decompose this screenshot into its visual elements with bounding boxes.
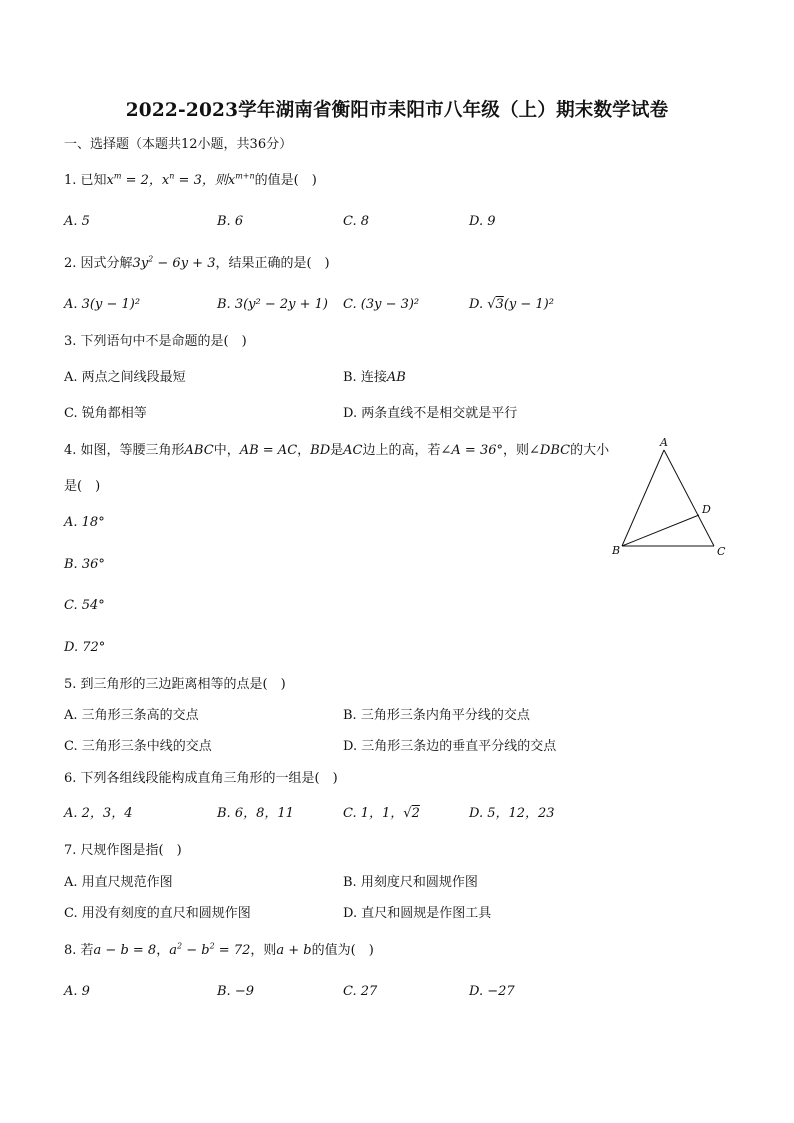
- question-3-stem: 3. 下列语句中不是命题的是( ): [64, 334, 247, 349]
- q2-math: 3y: [132, 256, 149, 271]
- label-d: D: [702, 503, 711, 516]
- q2-exponent: 2: [148, 254, 154, 264]
- q6-option-c: [343, 805, 420, 823]
- q4-option-c: C. 54°: [64, 598, 105, 613]
- q3-option-b-math: AB: [386, 370, 406, 385]
- q7-option-d: D. 直尺和圆规是作图工具: [343, 906, 492, 921]
- side-ac: [664, 450, 714, 546]
- q2-option-b: B. 3(y² − 2y + 1): [217, 297, 328, 312]
- q4-math: BD: [310, 443, 331, 458]
- q1-math: x: [106, 173, 114, 188]
- q1-exponent: m: [113, 171, 122, 181]
- question-4-stem-line2: 是( ): [64, 479, 101, 494]
- q5-option-d: D. 三角形三条边的垂直平分线的交点: [343, 739, 557, 754]
- q4-text: 的大小: [570, 443, 610, 458]
- q5-option-a: A. 三角形三条高的交点: [64, 708, 199, 723]
- q1-exponent: m+n: [235, 171, 255, 181]
- q4-option-a: A. 18°: [64, 515, 105, 530]
- q8-math: a + b: [276, 943, 312, 958]
- label-c: C: [717, 545, 726, 558]
- q2-prefix: 2. 因式分解: [64, 256, 133, 271]
- q3-option-b: [343, 369, 406, 387]
- q1-option-b: B. 6: [217, 214, 244, 229]
- q6-option-d: D. 5，12，23: [469, 806, 555, 821]
- q7-option-c: C. 用没有刻度的直尺和圆规作图: [64, 906, 251, 921]
- q8-math: a − b = 8: [93, 943, 157, 958]
- q8-option-b: B. −9: [217, 984, 254, 999]
- q4-text: 边上的高，若: [362, 443, 441, 458]
- triangle-figure: [608, 436, 738, 561]
- q2-option-d-radicand: 3: [495, 297, 504, 312]
- q8-math: a: [169, 943, 177, 958]
- q2-option-a: A. 3(y − 1)²: [64, 297, 141, 312]
- q8-math: − b: [182, 943, 210, 958]
- q1-option-a: A. 5: [64, 214, 90, 229]
- q1-math: x: [227, 173, 236, 188]
- q6-option-c-label: C. 1，1，: [343, 806, 404, 821]
- q1-math: = 3，则: [174, 173, 228, 188]
- q4-option-b: B. 36°: [64, 557, 105, 572]
- q4-text: 中，: [213, 443, 240, 458]
- q8-text: 8. 若: [64, 943, 94, 958]
- q3-option-d: D. 两条直线不是相交就是平行: [343, 406, 518, 421]
- q4-math: AC: [343, 443, 363, 458]
- q4-math: AB = AC: [239, 443, 298, 458]
- q1-math: = 2，: [121, 173, 162, 188]
- q6-option-a: A. 2，3，4: [64, 806, 133, 821]
- q4-math: ∠DBC: [529, 443, 571, 458]
- q3-option-a: A. 两点之间线段最短: [64, 370, 186, 385]
- question-2-stem: [64, 255, 330, 273]
- label-b: B: [612, 544, 621, 557]
- q8-text: ，: [156, 943, 170, 958]
- q8-text: ，则: [250, 943, 277, 958]
- q3-option-c: C. 锐角都相等: [64, 406, 147, 421]
- q6-option-c-radicand: 2: [411, 806, 420, 821]
- question-7-stem: 7. 尺规作图是指( ): [64, 843, 182, 858]
- q8-option-d: D. −27: [469, 984, 515, 999]
- question-5-stem: 5. 到三角形的三边距离相等的点是( ): [64, 677, 286, 692]
- q4-text: 4. 如图，等腰三角形: [64, 443, 185, 458]
- q8-exponent: 2: [209, 941, 215, 951]
- q4-math: ∠A = 36°: [440, 443, 503, 458]
- q4-text: ，则: [503, 443, 530, 458]
- q5-option-c: C. 三角形三条中线的交点: [64, 739, 212, 754]
- q5-option-b: B. 三角形三条内角平分线的交点: [343, 708, 530, 723]
- q1-option-c: C. 8: [343, 214, 370, 229]
- q6-option-b: B. 6，8，11: [217, 806, 294, 821]
- q3-option-b-label: B. 连接: [343, 370, 387, 385]
- question-8-stem: [64, 942, 374, 960]
- page-title: 2022-2023学年湖南省衡阳市耒阳市八年级（上）期末数学试卷: [125, 100, 669, 121]
- sqrt-icon: √: [487, 297, 496, 312]
- q8-math: = 72: [214, 943, 251, 958]
- question-6-stem: 6. 下列各组线段能构成直角三角形的一组是( ): [64, 771, 338, 786]
- q4-math: ABC: [184, 443, 214, 458]
- q2-option-d-label: D.: [469, 297, 488, 312]
- section-heading: 一、选择题（本题共12小题，共36分）: [64, 137, 293, 152]
- q1-prefix: 1. 已知: [64, 173, 107, 188]
- q1-suffix: 的值是( ): [254, 173, 317, 188]
- q1-math: x: [161, 173, 170, 188]
- q1-exponent: n: [169, 171, 175, 181]
- sqrt-icon: √: [403, 806, 412, 821]
- q4-text: ，: [297, 443, 311, 458]
- question-4-stem: [64, 442, 609, 460]
- q4-option-d: D. 72°: [64, 640, 106, 655]
- q2-option-d: [469, 296, 554, 314]
- q7-option-a: A. 用直尺规范作图: [64, 875, 173, 890]
- q8-exponent: 2: [177, 941, 183, 951]
- q2-math: − 6y + 3: [153, 256, 216, 271]
- q8-text: 的值为( ): [311, 943, 374, 958]
- question-1-stem: [64, 172, 317, 190]
- q1-option-d: D. 9: [469, 214, 496, 229]
- q7-option-b: B. 用刻度尺和圆规作图: [343, 875, 478, 890]
- q2-option-c: C. (3y − 3)²: [343, 297, 420, 312]
- q8-option-a: A. 9: [64, 984, 90, 999]
- q2-option-d-rest: (y − 1)²: [503, 297, 554, 312]
- label-a: A: [660, 436, 668, 449]
- q2-suffix: ，结果正确的是( ): [215, 256, 330, 271]
- q8-option-c: C. 27: [343, 984, 378, 999]
- q4-text: 是: [330, 443, 344, 458]
